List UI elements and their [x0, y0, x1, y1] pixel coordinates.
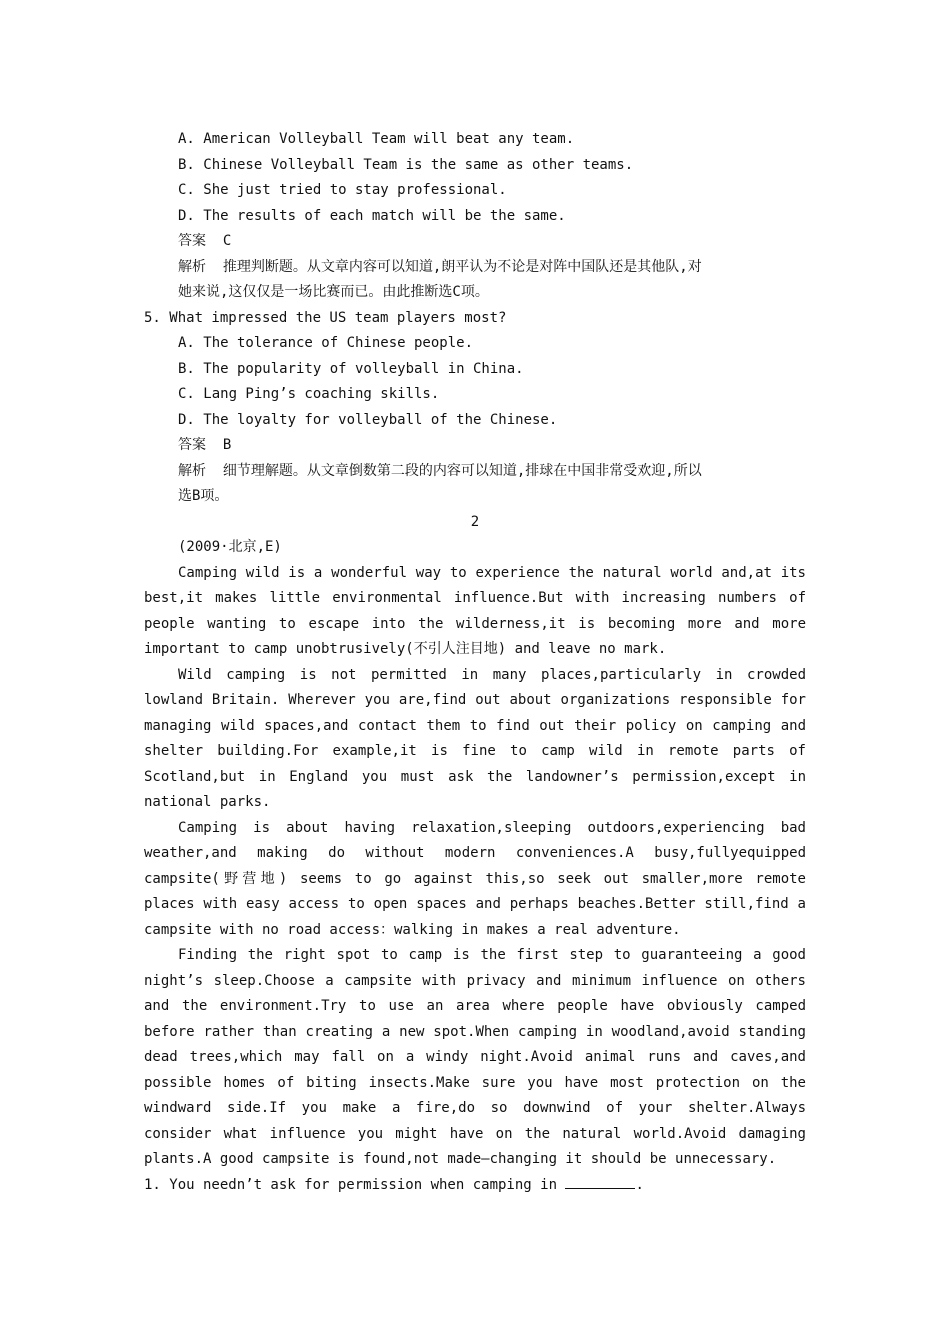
- q4-option-b: B. Chinese Volleyball Team is the same as other teams.: [178, 156, 634, 173]
- q4-option-a: A. American Volleyball Team will beat any team.: [178, 131, 575, 147]
- q1-question: [144, 1173, 806, 1199]
- section-number: 2: [470, 513, 480, 530]
- q4-option-d: D. The results of each match will be the same.: [178, 207, 566, 224]
- q5-option-b: B. The popularity of volleyball in China.: [178, 360, 524, 377]
- answer-blank: [565, 1174, 635, 1189]
- document-page: [144, 127, 806, 1198]
- q5-option-c: C. Lang Ping’s coaching skills.: [178, 386, 440, 402]
- q5-analysis-line1: 解析 细节理解题。从文章倒数第二段的内容可以知道,排球在中国非常受欢迎,所以: [178, 462, 702, 479]
- q5-answer: 答案 B: [178, 437, 232, 453]
- passage-paragraph-4: Finding the right spot to camp is the first step to guaranteeing a good night’s sleep.Choose a campsite with privacy and minimum influence on others and the environment.Try to use an area where people have obviously camped before rather than creating a new spot.When camping in woodland,avoid standing dead trees,which may fall on a windy night.Avoid animal runs and caves,and possible homes of biting insects.Make sure you have most protection on the windward side.If you make a fire,do so downwind of your shelter.Always consider what influence you might have on the natural world.Avoid damaging plants.A good campsite is found,not made—changing it should be unnecessary.: [144, 947, 806, 1167]
- q1-question-end: .: [635, 1176, 644, 1193]
- passage-paragraph-2: Wild camping is not permitted in many places,particularly in crowded lowland Britain. Wherever you are,find out about organizations responsible for managing wild spaces,and contact them to find out their policy on camping and shelter building.For example,it is fine to camp wild in remote parts of Scotland,but in England you must ask the landowner’s permission,except in national parks.: [144, 666, 806, 810]
- q1-question-text: 1. You needn’t ask for permission when camping in: [144, 1176, 566, 1193]
- q5-question: 5. What impressed the US team players most?: [144, 309, 507, 326]
- q5-analysis-line2: 选B项。: [178, 488, 229, 504]
- q4-analysis-line1: 解析 推理判断题。从文章内容可以知道,朗平认为不论是对阵中国队还是其他队,对: [178, 258, 702, 275]
- q5-option-d: D. The loyalty for volleyball of the Chinese.: [178, 411, 558, 428]
- q4-answer: 答案 C: [178, 233, 232, 249]
- passage-paragraph-3: Camping is about having relaxation,sleeping outdoors,experiencing bad weather,and making do without modern conveniences.A busy,fullyequipped campsite(野营地) seems to go against this,so seek out smaller,more remote places with easy access to open spaces and perhaps beaches.Better still,find a campsite with no road access：walking in makes a real adventure.: [144, 819, 806, 938]
- q4-analysis-line2: 她来说,这仅仅是一场比赛而已。由此推断选C项。: [178, 284, 489, 300]
- q4-option-c: C. She just tried to stay professional.: [178, 182, 507, 198]
- q5-option-a: A. The tolerance of Chinese people.: [178, 335, 474, 351]
- passage-paragraph-1: Camping wild is a wonderful way to experience the natural world and,at its best,it makes little environmental influence.But with increasing numbers of people wanting to escape into the wilderness,it is becoming more and more important to camp unobtrusively(不引人注目地) and leave no mark.: [144, 564, 806, 657]
- section-source: (2009·北京,E): [178, 539, 282, 555]
